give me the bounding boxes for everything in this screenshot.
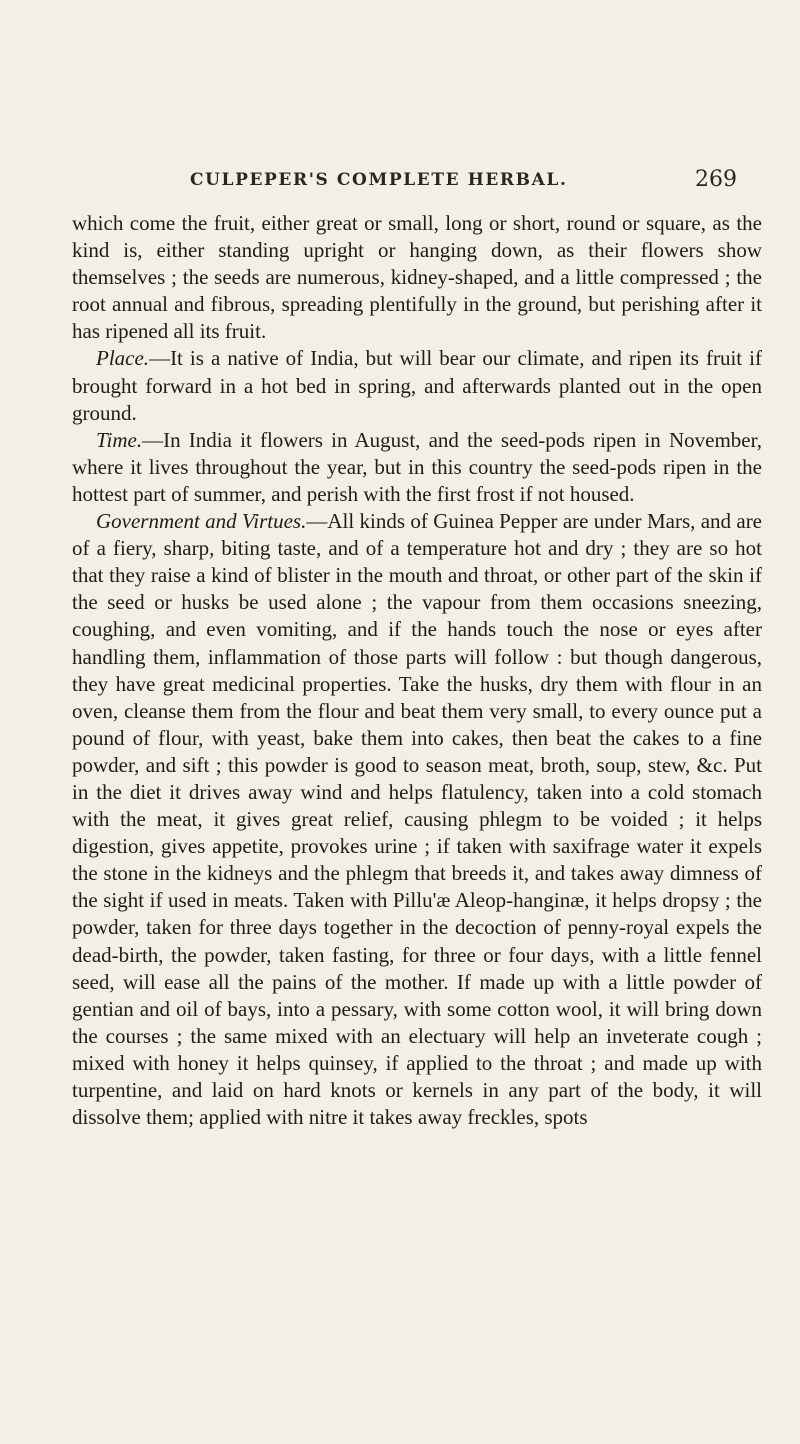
paragraph-text: —All kinds of Guinea Pepper are under Mars, and are of a fiery, sharp, biting taste, and of a temperature hot and dry ; they are so hot that they raise a kind of blister in the mouth and throat, or other part of the skin if the seed or husks be used alone ; the vapour from them occasions sneezing, coughing, and even vomiting, and if the hands touch the nose or eyes after handling them, inflammation of those parts will follow : but though dangerous, they have great medicinal properties. Take the husks, dry them with flour in an oven, cleanse them from the flour and beat them very small, to every ounce put a pound of flour, with yeast, bake them into cakes, then beat the cakes to a fine powder, and sift ; this powder is good to season meat, broth, soup, stew, &c. Put in the diet it drives away wind and helps flatulency, taken into a cold stomach with the meat, it gives great relief, causing phlegm to be voided ; it helps digestion, gives appetite, provokes urine ; if taken with saxifrage water it expels the stone in the kidneys and the phlegm that breeds it, and takes away dimness of the sight if used in meats. Taken with Pillu'æ Aleop-hanginæ, it helps dropsy ; the powder, taken for three days together in the decoction of penny-royal expels the dead-birth, the powder, taken fasting, for three or four days, with a little fennel seed, will ease all the pains of the mother. If made up with a little powder of gentian and oil of bays, into a pessary, with some cotton wool, it will bring down the courses ; the same mixed with an electuary will help an inveterate cough ; mixed with honey it helps quinsey, if applied to the throat ; and made up with turpentine, and laid on hard knots or kernels in any part of the body, it will dissolve them; applied with nitre it takes away freckles, spots <box>72 509 763 1130</box>
paragraph-text: —In India it flowers in August, and the seed-pods ripen in November, where it lives throughout the year, but in this country the seed-pods ripen in the hottest part of summer, and perish with the first frost if not housed. <box>72 427 762 506</box>
paragraph-time <box>72 427 762 508</box>
paragraph-lead: Place. <box>96 346 150 371</box>
paragraph-government-virtues <box>72 508 762 1131</box>
running-head: CULPEPER'S COMPLETE HERBAL. <box>190 170 568 190</box>
paragraph-text: which come the fruit, either great or small, long or short, round or square, as the kind is, either standing upright or hanging down, as their flowers show themselves ; the seeds are numerous, kidney-shaped, and a little compressed ; the root annual and fibrous, spreading plentifully in the ground, but perishing after it has ripened all its fruit. <box>72 211 762 344</box>
paragraph-description <box>72 210 762 345</box>
page-number: 269 <box>695 167 737 192</box>
paragraph-lead: Time. <box>96 427 143 452</box>
body-text <box>72 210 762 1131</box>
paragraph-place <box>72 345 762 426</box>
paragraph-text: —It is a native of India, but will bear our climate, and ripen its fruit if brought forward in a hot bed in spring, and afterwards planted out in the open ground. <box>72 346 762 425</box>
page-header <box>0 167 800 200</box>
paragraph-lead: Government and Virtues. <box>96 509 307 534</box>
